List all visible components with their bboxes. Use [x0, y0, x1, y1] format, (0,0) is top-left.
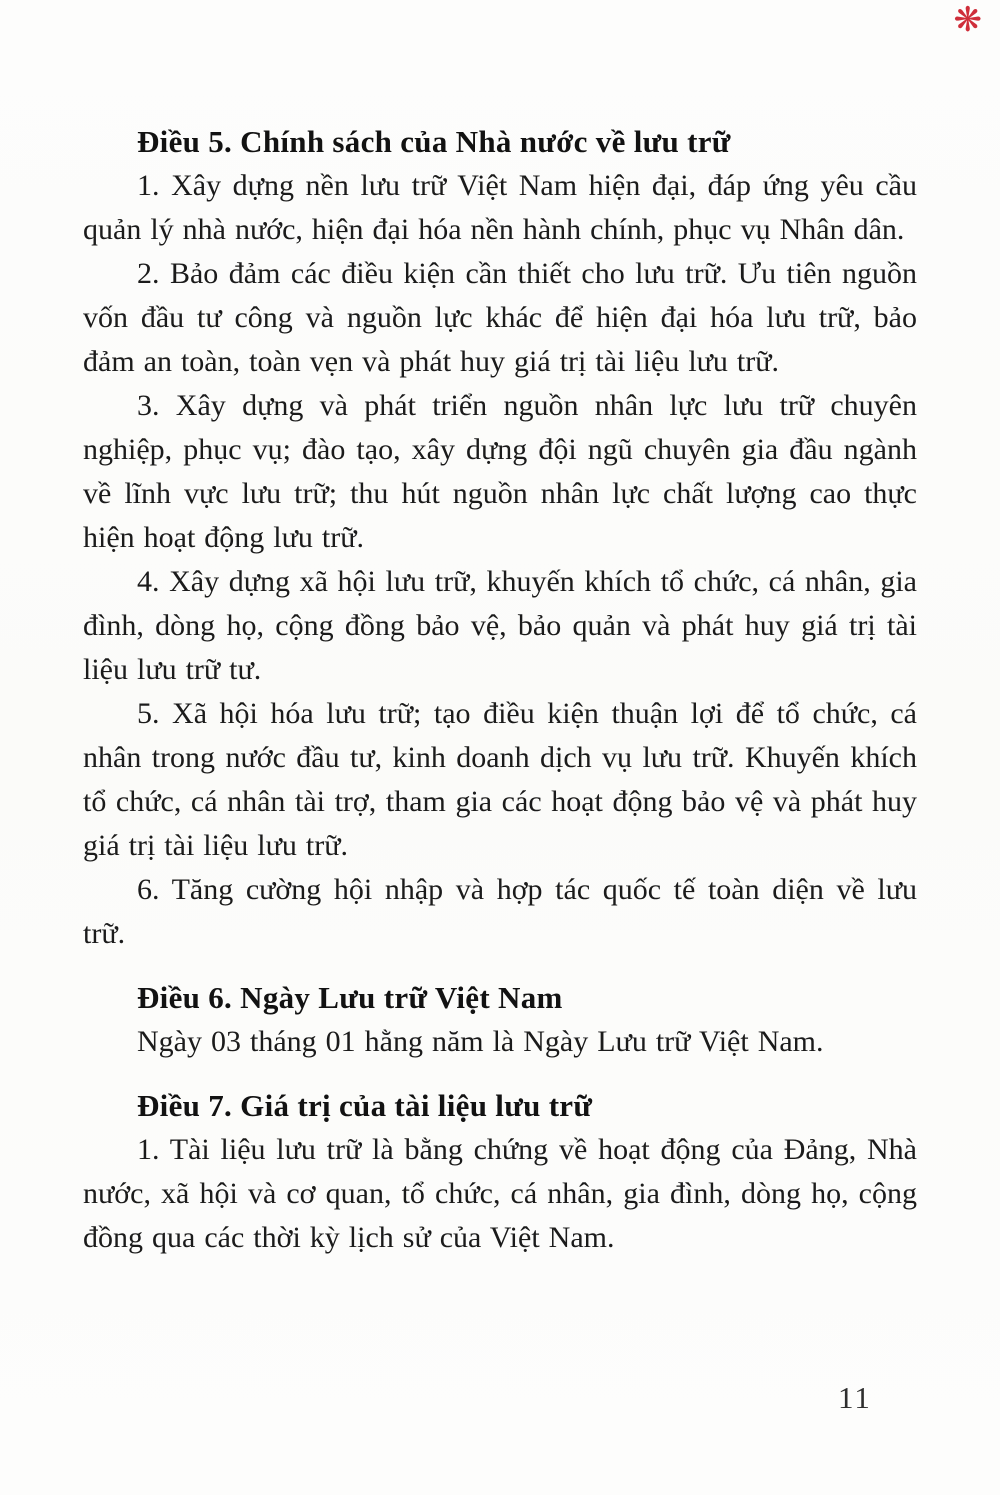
- article-5-heading: Điều 5. Chính sách của Nhà nước về lưu trữ: [137, 124, 731, 159]
- article-5-clause-1: 1. Xây dựng nền lưu trữ Việt Nam hiện đại, đáp ứng yêu cầu quản lý nhà nước, hiện đại hóa nền hành chính, phục vụ Nhân dân.: [83, 169, 917, 246]
- article-7-clause-1: 1. Tài liệu lưu trữ là bằng chứng về hoạt động của Đảng, Nhà nước, xã hội và cơ quan, tổ chức, cá nhân, gia đình, dòng họ, cộng đồng qua các thời kỳ lịch sử của Việt Nam.: [83, 1133, 917, 1254]
- article-5-clause-2: 2. Bảo đảm các điều kiện cần thiết cho lưu trữ. Ưu tiên nguồn vốn đầu tư công và nguồn lực khác để hiện đại hóa lưu trữ, bảo đảm an toàn, toàn vẹn và phát huy giá trị tài liệu lưu trữ.: [83, 257, 917, 378]
- article-5-clause-3: 3. Xây dựng và phát triển nguồn nhân lực lưu trữ chuyên nghiệp, phục vụ; đào tạo, xây dựng đội ngũ chuyên gia đầu ngành về lĩnh vực lưu trữ; thu hút nguồn nhân lực chất lượng cao thực hiện hoạt động lưu trữ.: [83, 389, 917, 554]
- article-6-body: Ngày 03 tháng 01 hằng năm là Ngày Lưu trữ Việt Nam.: [137, 1025, 824, 1058]
- article-7: [83, 1084, 917, 1260]
- article-5-clause-6: 6. Tăng cường hội nhập và hợp tác quốc tế toàn diện về lưu trữ.: [83, 873, 917, 950]
- article-7-heading: Điều 7. Giá trị của tài liệu lưu trữ: [137, 1088, 593, 1123]
- article-6-heading: Điều 6. Ngày Lưu trữ Việt Nam: [137, 980, 563, 1015]
- florette-ornament-icon: ❋: [953, 2, 982, 39]
- article-5-clause-4: 4. Xây dựng xã hội lưu trữ, khuyến khích tổ chức, cá nhân, gia đình, dòng họ, cộng đồng bảo vệ, bảo quản và phát huy giá trị tài liệu lưu trữ tư.: [83, 565, 917, 686]
- article-6: [83, 976, 917, 1064]
- article-5-clause-5: 5. Xã hội hóa lưu trữ; tạo điều kiện thuận lợi để tổ chức, cá nhân trong nước đầu tư, kinh doanh dịch vụ lưu trữ. Khuyến khích tổ chức, cá nhân tài trợ, tham gia các hoạt động bảo vệ và phát huy giá trị tài liệu lưu trữ.: [83, 697, 917, 862]
- article-5: [83, 120, 917, 956]
- page-number: 11: [838, 1380, 872, 1415]
